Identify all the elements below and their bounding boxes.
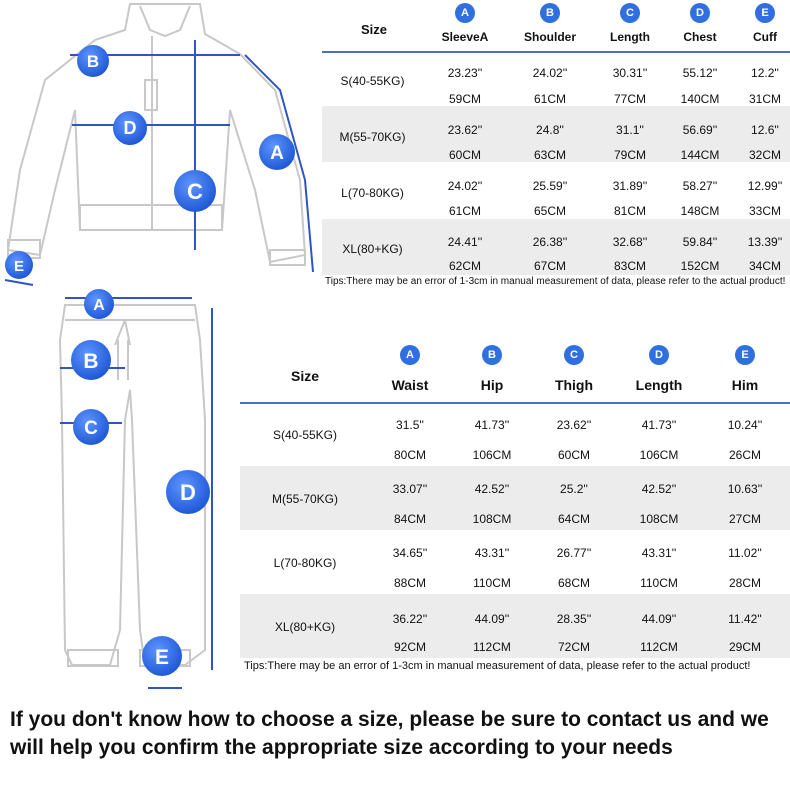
cm-value: 31CM xyxy=(748,92,781,106)
cm-value: 140CM xyxy=(680,92,720,106)
cm-value: 144CM xyxy=(680,148,720,162)
inch-value: 25.59'' xyxy=(532,179,568,193)
cm-value: 80CM xyxy=(393,448,426,462)
column-label: Him xyxy=(731,377,759,393)
cm-value: 72CM xyxy=(557,640,590,654)
cm-value: 112CM xyxy=(473,640,511,654)
column-badge: B xyxy=(482,345,502,365)
cm-value: 110CM xyxy=(640,576,678,590)
column-badge: E xyxy=(735,345,755,365)
inch-value: 42.52'' xyxy=(474,482,510,496)
column-label: Hip xyxy=(480,377,504,393)
inch-value: 33.07'' xyxy=(392,482,428,496)
jacket-drawing xyxy=(8,4,305,265)
inch-value: 23.23'' xyxy=(447,66,483,80)
jacket-badge-b-label: B xyxy=(86,52,100,71)
jacket-badge-d xyxy=(113,111,147,145)
size-help-note: If you don't know how to choose a size, please be sure to contact us and we will help you confirm the appropriate size according to your needs xyxy=(10,708,769,759)
column-badge: D xyxy=(649,345,669,365)
cm-value: 29CM xyxy=(728,640,761,654)
pants-tips: Tips:There may be an error of 1-3cm in manual measurement of data, please refer to the actual product! xyxy=(244,660,751,672)
size-label: M(55-70KG) xyxy=(339,130,406,144)
inch-value: 24.02'' xyxy=(447,179,483,193)
cm-value: 59CM xyxy=(448,92,481,106)
inch-value: 43.31'' xyxy=(641,546,677,560)
cm-value: 92CM xyxy=(393,640,426,654)
inch-value: 43.31'' xyxy=(474,546,510,560)
cm-value: 79CM xyxy=(613,148,646,162)
inch-value: 32.68'' xyxy=(612,235,648,249)
cm-value: 60CM xyxy=(557,448,590,462)
inch-value: 10.24'' xyxy=(727,418,763,432)
cm-value: 62CM xyxy=(448,259,481,273)
cm-value: 77CM xyxy=(613,92,646,106)
cm-value: 106CM xyxy=(639,448,679,462)
jacket-badge-c xyxy=(174,170,216,212)
column-label: Length xyxy=(635,377,683,393)
cm-value: 108CM xyxy=(472,512,512,526)
svg-text:D: D xyxy=(180,480,196,505)
jacket-badge-e xyxy=(5,251,33,279)
cm-value: 106CM xyxy=(472,448,512,462)
svg-text:C: C xyxy=(84,418,98,439)
column-badge: E xyxy=(755,3,775,23)
inch-value: 25.2'' xyxy=(560,482,588,496)
inch-value: 24.02'' xyxy=(532,66,568,80)
cm-value: 112CM xyxy=(640,640,678,654)
inch-value: 41.73'' xyxy=(474,418,510,432)
inch-value: 42.52'' xyxy=(641,482,677,496)
svg-text:E: E xyxy=(13,258,25,275)
column-badge: C xyxy=(564,345,584,365)
inch-value: 24.8'' xyxy=(536,123,564,137)
inch-value: 23.62'' xyxy=(447,123,483,137)
pants-badge-b xyxy=(71,340,111,380)
inch-value: 23.62'' xyxy=(556,418,592,432)
pants-badge-e xyxy=(142,636,182,676)
inch-value: 11.42'' xyxy=(728,612,762,626)
pants-badge-d xyxy=(166,470,210,514)
cm-value: 65CM xyxy=(533,204,566,218)
svg-text:E: E xyxy=(154,646,170,669)
inch-value: 31.89'' xyxy=(612,179,648,193)
inch-value: 58.27'' xyxy=(682,179,718,193)
header-rule xyxy=(240,402,790,404)
inch-value: 41.73'' xyxy=(641,418,677,432)
inch-value: 55.12'' xyxy=(682,66,718,80)
cm-value: 32CM xyxy=(748,148,781,162)
cm-value: 148CM xyxy=(680,204,720,218)
cm-value: 60CM xyxy=(448,148,481,162)
cm-value: 88CM xyxy=(393,576,426,590)
cm-value: 67CM xyxy=(533,259,566,273)
inch-value: 10.63'' xyxy=(727,482,763,496)
cm-value: 61CM xyxy=(448,204,481,218)
size-label: XL(80+KG) xyxy=(342,242,403,256)
inch-value: 13.39'' xyxy=(747,235,783,249)
pants-badge-c xyxy=(73,409,109,445)
cm-value: 26CM xyxy=(728,448,761,462)
inch-value: 56.69'' xyxy=(682,123,718,137)
column-label: Shoulder xyxy=(523,30,576,44)
cm-value: 152CM xyxy=(680,259,720,273)
size-label: L(70-80KG) xyxy=(273,556,337,570)
inch-value: 30.31'' xyxy=(612,66,648,80)
svg-text:C: C xyxy=(187,179,203,204)
column-label: Chest xyxy=(683,30,717,44)
size-header: Size xyxy=(290,368,319,384)
size-label: L(70-80KG) xyxy=(341,186,404,200)
inch-value: 31.5'' xyxy=(396,418,424,432)
inch-value: 26.77'' xyxy=(556,546,592,560)
column-badge: A xyxy=(400,345,420,365)
cm-value: 110CM xyxy=(473,576,511,590)
cm-value: 33CM xyxy=(748,204,781,218)
cm-value: 68CM xyxy=(557,576,590,590)
jacket-badge-b xyxy=(77,45,109,77)
column-label: Waist xyxy=(391,377,429,393)
column-badge: A xyxy=(455,3,475,23)
cm-value: 81CM xyxy=(613,204,646,218)
inch-value: 12.2'' xyxy=(751,66,779,80)
size-header: Size xyxy=(360,22,387,37)
inch-value: 34.65'' xyxy=(392,546,428,560)
jacket-tips: Tips:There may be an error of 1-3cm in manual measurement of data, please refer to the actual product! xyxy=(325,276,786,287)
jacket-badge-a xyxy=(259,134,295,170)
svg-text:A: A xyxy=(270,143,284,164)
cm-value: 64CM xyxy=(557,512,590,526)
size-label: S(40-55KG) xyxy=(272,428,338,442)
column-label: Length xyxy=(610,30,650,44)
header-rule xyxy=(322,51,790,53)
column-badge: C xyxy=(620,3,640,23)
column-label: Thigh xyxy=(554,377,594,393)
column-badge: B xyxy=(540,3,560,23)
cm-value: 108CM xyxy=(639,512,679,526)
column-label: Cuff xyxy=(753,30,777,44)
cm-value: 28CM xyxy=(728,576,761,590)
size-label: M(55-70KG) xyxy=(271,492,339,506)
inch-value: 12.99'' xyxy=(747,179,783,193)
inch-value: 12.6'' xyxy=(751,123,779,137)
size-label: S(40-55KG) xyxy=(340,74,405,88)
cm-value: 84CM xyxy=(393,512,426,526)
inch-value: 44.09'' xyxy=(474,612,510,626)
svg-text:D: D xyxy=(123,118,137,138)
svg-text:B: B xyxy=(83,350,99,373)
inch-value: 26.38'' xyxy=(532,235,568,249)
cm-value: 63CM xyxy=(533,148,566,162)
inch-value: 36.22'' xyxy=(392,612,428,626)
column-badge: D xyxy=(690,3,710,23)
inch-value: 31.1'' xyxy=(616,123,644,137)
inch-value: 11.02'' xyxy=(728,546,762,560)
inch-value: 59.84'' xyxy=(682,235,718,249)
column-label: SleeveA xyxy=(441,30,489,44)
pants-badge-a xyxy=(84,289,114,319)
svg-text:A: A xyxy=(93,297,105,314)
cm-value: 61CM xyxy=(533,92,566,106)
inch-value: 44.09'' xyxy=(641,612,677,626)
cm-value: 83CM xyxy=(613,259,646,273)
cm-value: 34CM xyxy=(748,259,781,273)
inch-value: 24.41'' xyxy=(447,235,483,249)
cm-value: 27CM xyxy=(728,512,761,526)
inch-value: 28.35'' xyxy=(556,612,592,626)
size-label: XL(80+KG) xyxy=(274,620,336,634)
